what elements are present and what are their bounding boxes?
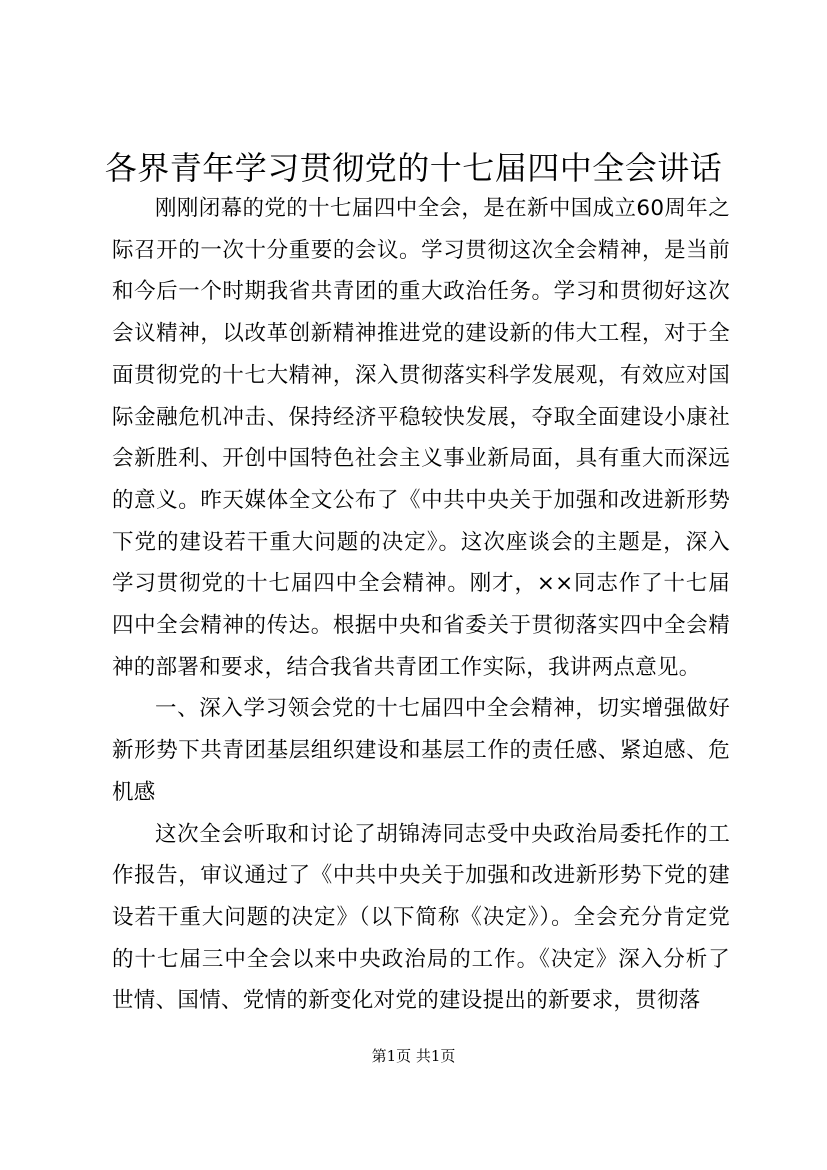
paragraph-intro: 刚刚闭幕的党的十七届四中全会，是在新中国成立60周年之际召开的一次十分重要的会议。学习贯彻这次全会精神，是当前和今后一个时期我省共青团的重大政治任务。学习和贯彻好这次会议精神，以改革创新精神推进党的建设新的伟大工程，对于全面贯彻党的十七大精神，深入贯彻落实科学发展观，有效应对国际金融危机冲击、保持经济平稳较快发展，夺取全面建设小康社会新胜利、开创中国特色社会主义事业新局面，具有重大而深远的意义。昨天媒体全文公布了《中共中央关于加强和改进新形势下党的建设若干重大问题的决定》。这次座谈会的主题是，深入学习贯彻党的十七届四中全会精神。刚才，××同志作了十七届四中全会精神的传达。根据中央和省委关于贯彻落实四中全会精神的部署和要求，结合我省共青团工作实际，我讲两点意见。 [112, 196, 730, 680]
paragraph-section-heading: 一、深入学习领会党的十七届四中全会精神，切实增强做好新形势下共青团基层组织建设和基层工作的责任感、紧迫感、危机感 [112, 696, 730, 805]
paragraph-plenary-review: 这次全会听取和讨论了胡锦涛同志受中央政治局委托作的工作报告，审议通过了《中共中央关于加强和改进新形势下党的建设若干重大问题的决定》（以下简称《决定》）。全会充分肯定党的十七届三中全会以来中央政治局的工作。《决定》深入分析了世情、国情、党情的新变化对党的建设提出的新要求，贯彻落 [112, 821, 730, 1014]
page-title: 各界青年学习贯彻党的十七届四中全会讲话 [104, 149, 723, 187]
page-footer: 第1页 共1页 [371, 1047, 456, 1065]
document-body [112, 188, 730, 1022]
